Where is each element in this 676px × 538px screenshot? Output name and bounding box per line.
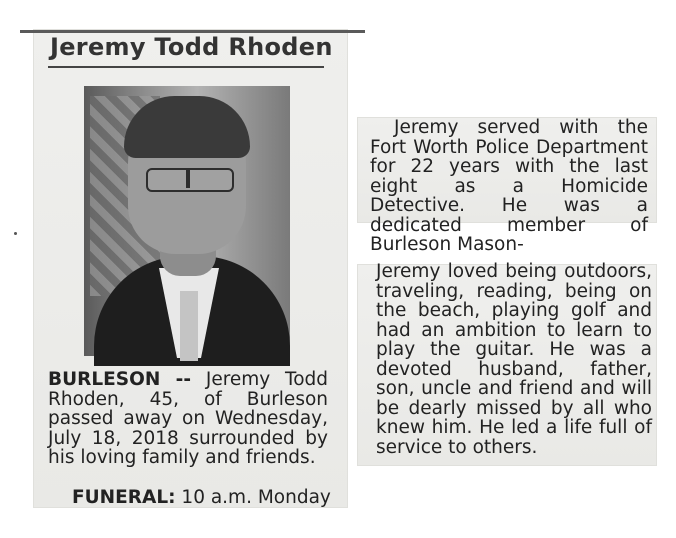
scan-speck [14, 232, 17, 235]
main-text: Jeremy Todd Rhoden, 45, of Burleson passed away on Wednesday, July 18, 2018 surrounded by his loving family and friends. [48, 369, 329, 468]
obituary-title: Jeremy Todd Rhoden [50, 33, 333, 61]
dateline: BURLESON -- [48, 369, 192, 390]
service-text: Jeremy served with the Fort Worth Police Department for 22 years with the last eight as a Homicide Detective. He was a dedicated member of Burleson Mason- [370, 117, 648, 255]
personal-paragraph: Jeremy loved being outdoors, traveling, reading, being on the beach, playing golf and had an ambition to learn to play the guitar. He was a devoted husband, father, son, uncle and friend and will be dearly missed by all who knew him. He led a life full of service to others. [376, 261, 652, 458]
service-paragraph [370, 117, 648, 255]
title-underline [48, 66, 324, 68]
funeral-line [72, 488, 331, 508]
obituary-main-paragraph [48, 370, 328, 468]
portrait-photo [84, 86, 290, 356]
funeral-label: FUNERAL: [72, 487, 176, 508]
funeral-time: 10 a.m. Monday [181, 487, 331, 508]
